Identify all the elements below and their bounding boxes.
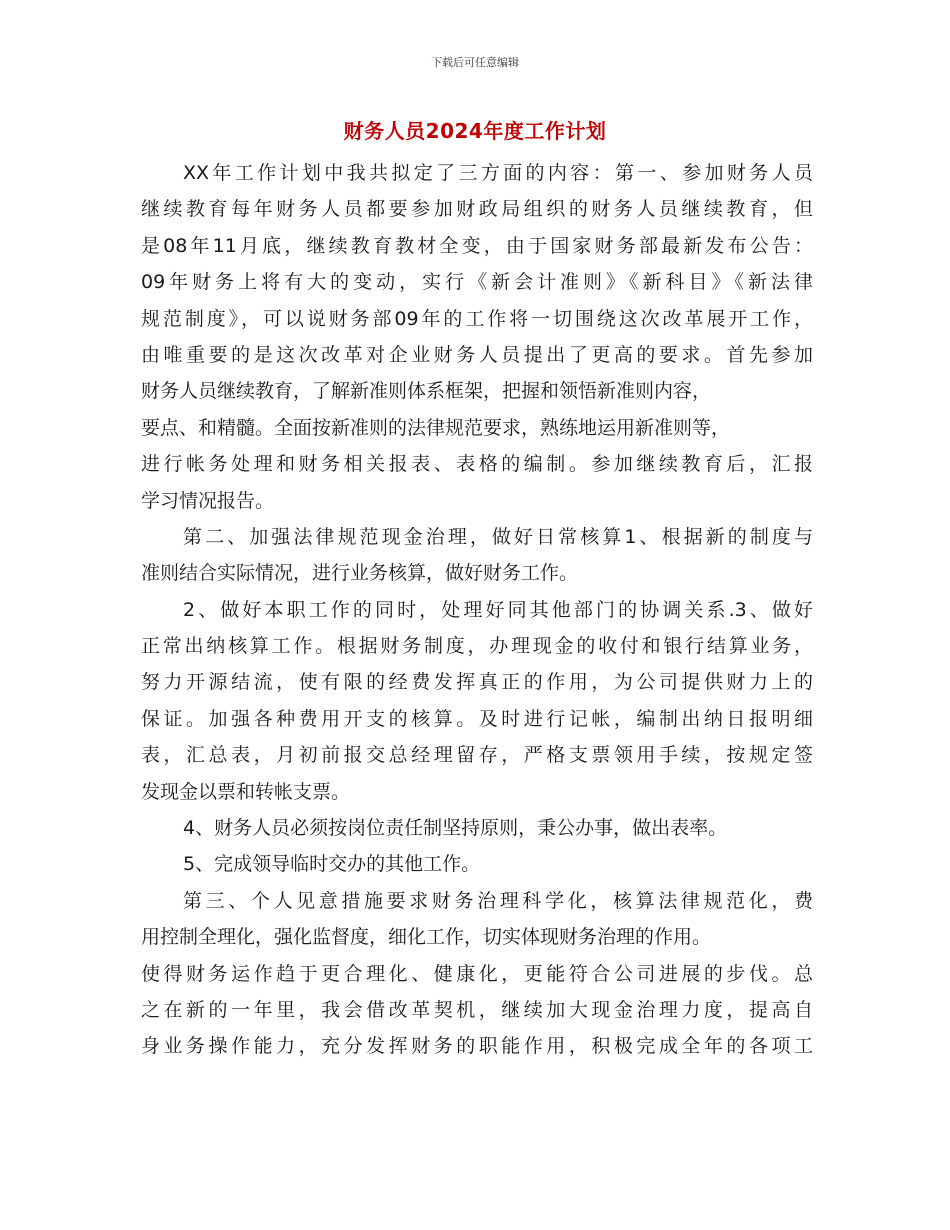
body-line: XX年工作计划中我共拟定了三方面的内容：第一、参加财务人员: [183, 162, 813, 184]
body-line: 4、财务人员必须按岗位责任制坚持原则，秉公办事，做出表率。: [183, 817, 728, 840]
body-line: 之在新的一年里，我会借改革契机，继续加大现金治理力度，提高自: [141, 998, 813, 1021]
body-line: 学习情况报告。: [141, 489, 275, 512]
document-body: [141, 155, 813, 1065]
page-header: 下载后可任意编辑: [431, 56, 519, 69]
document-title: 财务人员2024年度工作计划: [343, 119, 607, 143]
body-line: 准则结合实际情况，进行业务核算，做好财务工作。: [141, 562, 579, 585]
body-line: 是08年11月底，继续教育教材全变，由于国家财务部最新发布公告：: [141, 234, 813, 257]
body-line: 第二、加强法律规范现金治理，做好日常核算1、根据新的制度与: [183, 525, 813, 548]
body-line: 表，汇总表，月初前报交总经理留存，严格支票领用手续，按规定签: [141, 744, 813, 767]
body-line: 规范制度》，可以说财务部09年的工作将一切围绕这次改革展开工作，: [141, 307, 813, 330]
body-line: 用控制全理化，强化监督度，细化工作，切实体现财务治理的作用。: [141, 926, 712, 949]
body-line: 使得财务运作趋于更合理化、健康化，更能符合公司进展的步伐。总: [141, 962, 813, 985]
body-line: 要点、和精髓。全面按新准则的法律规范要求，熟练地运用新准则等，: [141, 416, 731, 439]
body-line: 09年财务上将有大的变动，实行《新会计准则》《新科目》《新法律: [141, 271, 813, 294]
body-line: 进行帐务处理和财务相关报表、表格的编制。参加继续教育后，汇报: [141, 453, 813, 476]
body-line: 2、做好本职工作的同时，处理好同其他部门的协调关系.3、做好: [183, 598, 813, 621]
body-line: 身业务操作能力，充分发挥财务的职能作用，积极完成全年的各项工: [141, 1035, 813, 1058]
body-line: 发现金以票和转帐支票。: [141, 780, 351, 803]
body-line: 由唯重要的是这次改革对企业财务人员提出了更高的要求。首先参加: [141, 343, 813, 366]
body-line: 努力开源结流，使有限的经费发挥真正的作用，为公司提供财力上的: [141, 671, 813, 694]
body-line: 财务人员继续教育，了解新准则体系框架，把握和领悟新准则内容，: [141, 380, 712, 403]
body-line: 保证。加强各种费用开支的核算。及时进行记帐，编制出纳日报明细: [141, 707, 813, 730]
body-line: 5、完成领导临时交办的其他工作。: [183, 853, 481, 876]
body-line: 正常出纳核算工作。根据财务制度，办理现金的收付和银行结算业务，: [141, 635, 813, 658]
body-line: 第三、个人见意措施要求财务治理科学化，核算法律规范化，费: [183, 889, 813, 912]
body-line: 继续教育每年财务人员都要参加财政局组织的财务人员继续教育，但: [141, 198, 813, 221]
